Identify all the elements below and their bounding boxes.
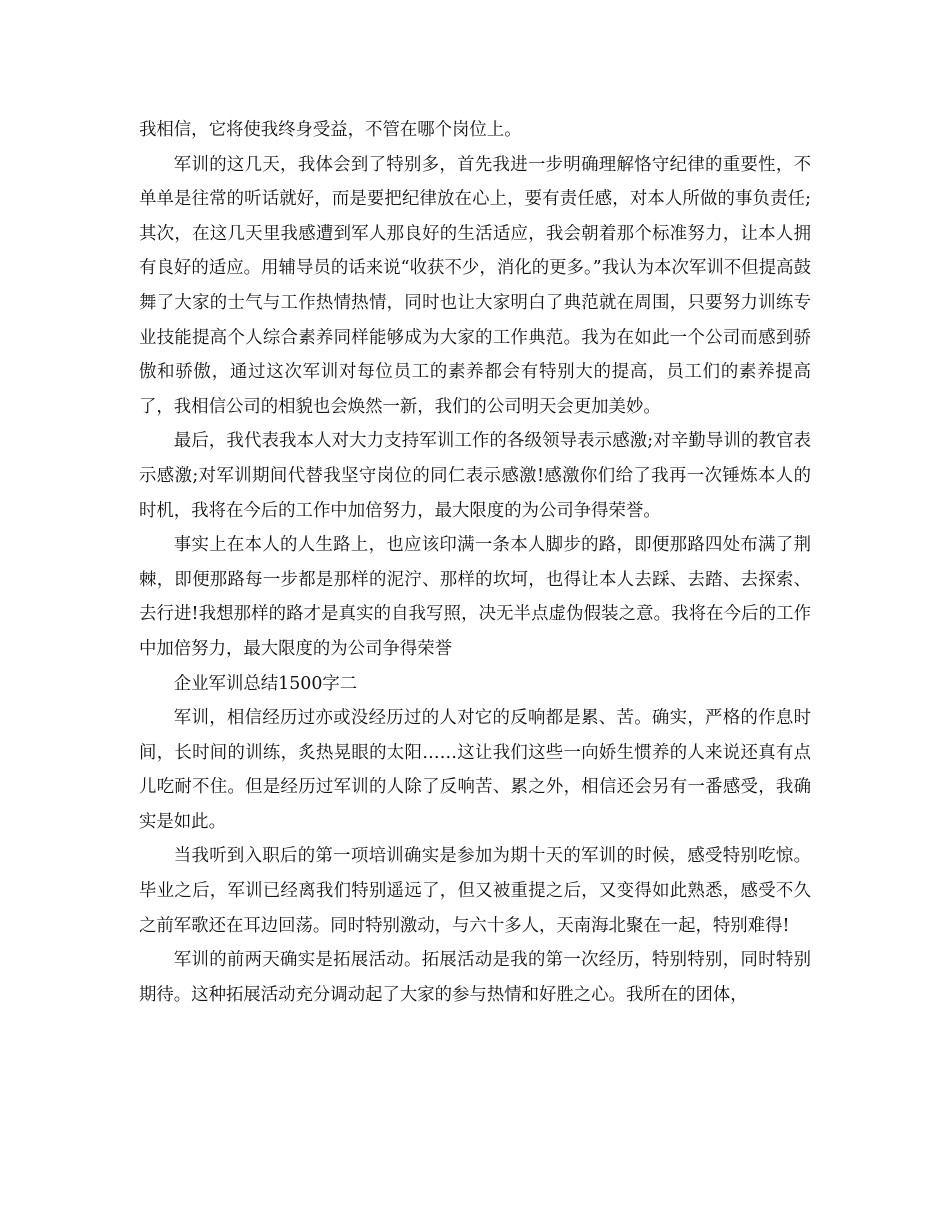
paragraph-continuation: 我相信，它将使我终身受益，不管在哪个岗位上。 [139, 120, 522, 140]
paragraph: 事实上在本人的人生路上，也应该印满一条本人脚步的路，即便那路四处布满了荆棘，即便那路每一步都是那样的泥泞、那样的坎坷，也得让本人去踩、去踏、去探索、去行进!我想那样的路才是真实的自我写照，决无半点虚伪假装之意。我将在今后的工作中加倍努力，最大限度的为公司争得荣誉 [139, 535, 811, 659]
section-heading: 企业军训总结1500字二 [173, 673, 358, 694]
document-body [139, 113, 811, 1012]
paragraph: 军训的这几天，我体会到了特别多，首先我进一步明确理解恪守纪律的重要性，不单单是往常的听话就好，而是要把纪律放在心上，要有责任感，对本人所做的事负责任;其次，在这几天里我感遭到军人那良好的生活适应，我会朝着那个标准努力，让本人拥有良好的适应。用辅导员的话来说“收获不少，消化的更多。”我认为本次军训不但提高鼓舞了大家的士气与工作热情热情，同时也让大家明白了典范就在周围，只要努力训练专业技能提高个人综合素养同样能够成为大家的工作典范。我为在如此一个公司而感到骄傲和骄傲，通过这次军训对每位员工的素养都会有特别大的提高，员工们的素养提高了，我相信公司的相貌也会焕然一新，我们的公司明天会更加美妙。 [139, 154, 811, 417]
paragraph: 军训的前两天确实是拓展活动。拓展活动是我的第一次经历，特别特别，同时特别期待。这种拓展活动充分调动起了大家的参与热情和好胜之心。我所在的团体， [139, 950, 811, 1005]
paragraph: 当我听到入职后的第一项培训确实是参加为期十天的军训的时候，感受特别吃惊。毕业之后，军训已经离我们特别遥远了，但又被重提之后，又变得如此熟悉，感受不久之前军歌还在耳边回荡。同时特别激动，与六十多人，天南海北聚在一起，特别难得! [139, 846, 811, 936]
paragraph: 军训，相信经历过亦或没经历过的人对它的反响都是累、苦。确实，严格的作息时间，长时间的训练，炙热晃眼的太阳……这让我们这些一向娇生惯养的人来说还真有点儿吃耐不住。但是经历过军训的人除了反响苦、累之外，相信还会另有一番感受，我确实是如此。 [139, 708, 811, 832]
paragraph: 最后，我代表我本人对大力支持军训工作的各级领导表示感激;对辛勤导训的教官表示感激;对军训期间代替我坚守岗位的同仁表示感激!感激你们给了我再一次锤炼本人的时机，我将在今后的工作中加倍努力，最大限度的为公司争得荣誉。 [139, 431, 811, 521]
